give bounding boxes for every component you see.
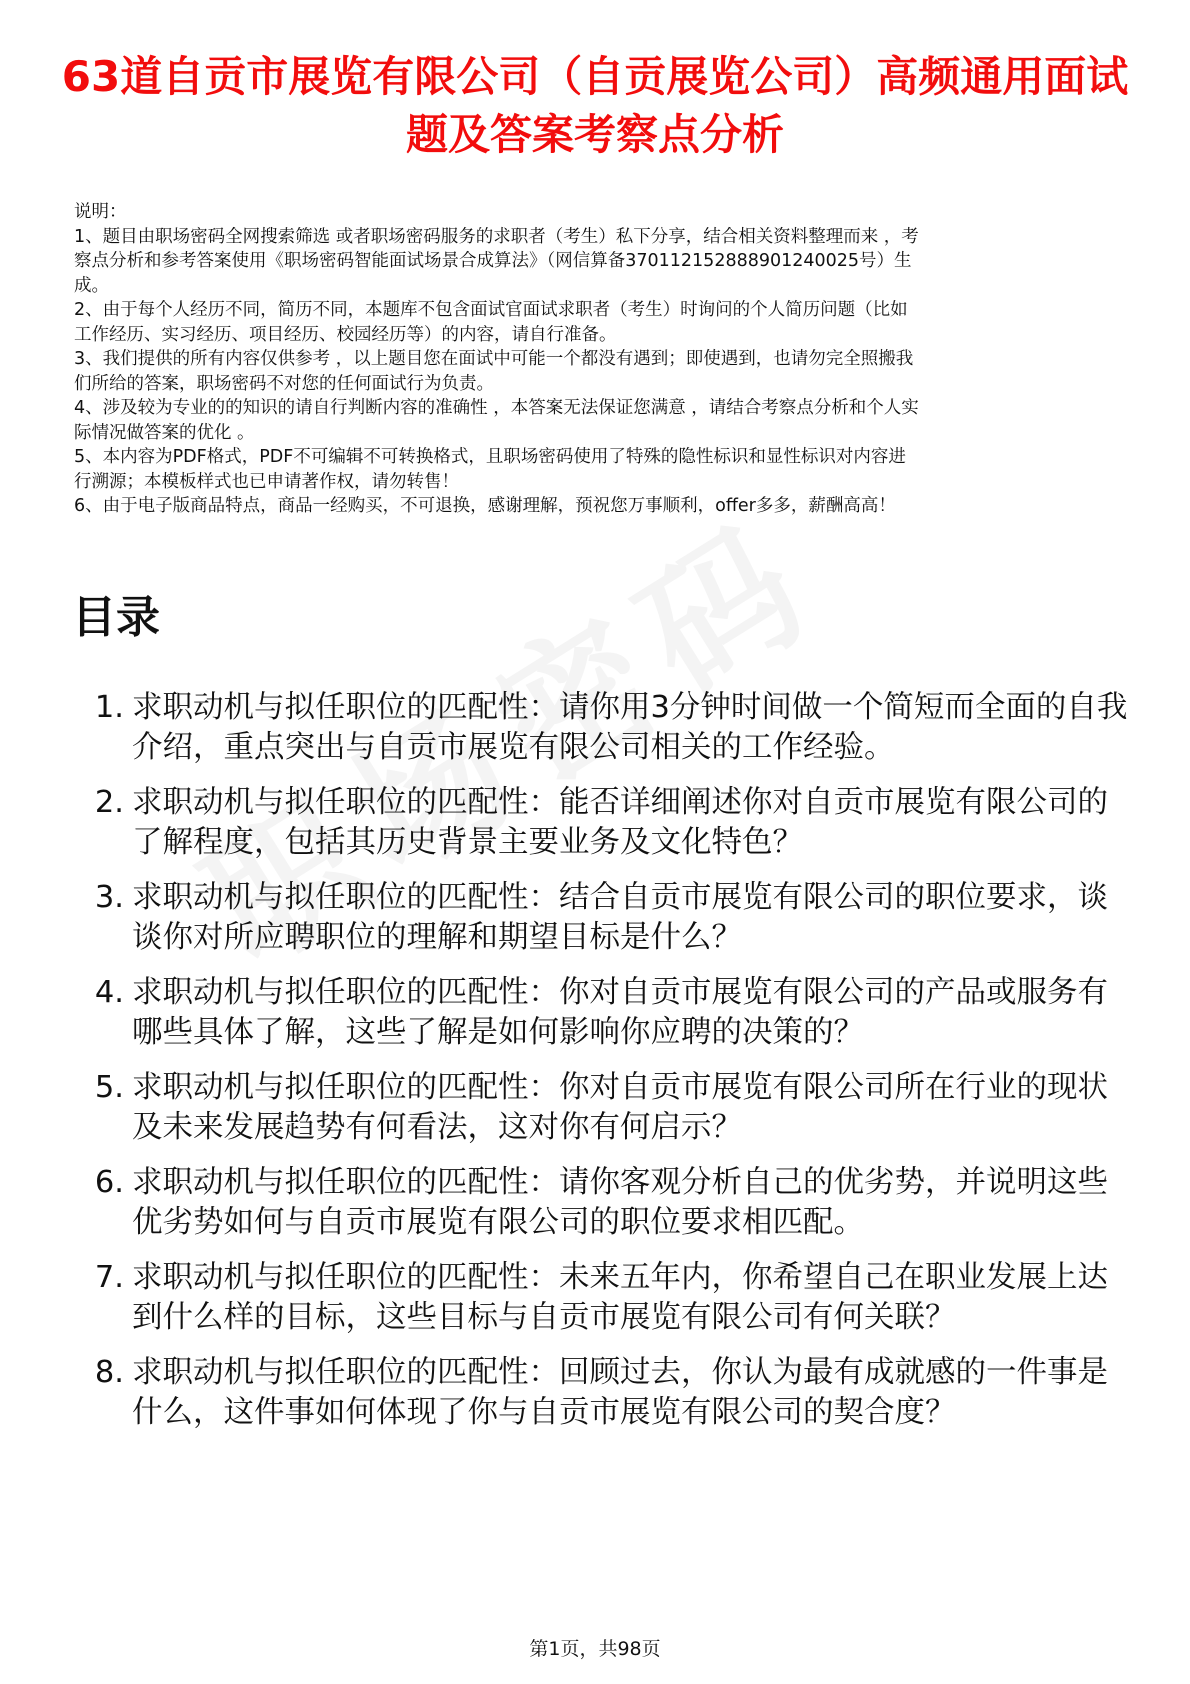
document-title: 63道自贡市展览有限公司（自贡展览公司）高频通用面试题及答案考察点分析 bbox=[61, 52, 1129, 159]
notes-heading: 说明： bbox=[74, 202, 127, 222]
toc-item-text: 求职动机与拟任职位的匹配性：请你用3分钟时间做一个简短而全面的自我介绍，重点突出与自贡市展览有限公司相关的工作经验。 bbox=[132, 690, 1128, 765]
toc-item-number: 4. bbox=[94, 975, 124, 1010]
toc-item-text: 求职动机与拟任职位的匹配性：能否详细阐述你对自贡市展览有限公司的了解程度，包括其历史背景主要业务及文化特色？ bbox=[132, 785, 1108, 860]
toc-item[interactable] bbox=[72, 1353, 1132, 1433]
toc-item-text: 求职动机与拟任职位的匹配性：回顾过去，你认为最有成就感的一件事是什么，这件事如何体现了你与自贡市展览有限公司的契合度？ bbox=[132, 1355, 1108, 1430]
toc-item[interactable] bbox=[72, 1163, 1132, 1243]
notes-line: 工作经历、实习经历、项目经历、校园经历等）的内容，请自行准备。 bbox=[74, 324, 617, 345]
page-footer: 第1页，共98页 bbox=[529, 1638, 661, 1660]
toc-item-text: 求职动机与拟任职位的匹配性：结合自贡市展览有限公司的职位要求，谈谈你对所应聘职位的理解和期望目标是什么？ bbox=[132, 880, 1108, 955]
notes-line: 5、本内容为PDF格式，PDF不可编辑不可转换格式，且职场密码使用了特殊的隐性标识和显性标识对内容进 bbox=[74, 447, 906, 467]
toc-item[interactable] bbox=[72, 688, 1132, 768]
toc-list bbox=[72, 688, 1132, 1448]
toc-item-number: 5. bbox=[94, 1070, 124, 1105]
toc-item-text: 求职动机与拟任职位的匹配性：未来五年内，你希望自己在职业发展上达到什么样的目标，这些目标与自贡市展览有限公司有何关联？ bbox=[132, 1260, 1108, 1335]
toc-item-number: 6. bbox=[94, 1165, 124, 1200]
toc-item-text: 求职动机与拟任职位的匹配性：你对自贡市展览有限公司的产品或服务有哪些具体了解，这些了解是如何影响你应聘的决策的？ bbox=[132, 975, 1108, 1050]
toc-item[interactable] bbox=[72, 783, 1132, 863]
notes-line: 2、由于每个人经历不同，简历不同，本题库不包含面试官面试求职者（考生）时询问的个人简历问题（比如 bbox=[74, 300, 908, 320]
notes-line: 际情况做答案的优化 。 bbox=[74, 422, 255, 443]
toc-item-text: 求职动机与拟任职位的匹配性：请你客观分析自己的优劣势，并说明这些优劣势如何与自贡市展览有限公司的职位要求相匹配。 bbox=[132, 1165, 1108, 1240]
notes-section bbox=[74, 200, 1118, 519]
notes-line: 4、涉及较为专业的的知识的请自行判断内容的准确性 ，本答案无法保证您满意 ，请结合考察点分析和个人实 bbox=[74, 398, 919, 418]
toc-item[interactable] bbox=[72, 1068, 1132, 1148]
toc-item-number: 1. bbox=[94, 690, 124, 725]
notes-line: 行溯源；本模板样式也已申请著作权，请勿转售！ bbox=[74, 471, 459, 492]
notes-line: 3、我们提供的所有内容仅供参考 ，以上题目您在面试中可能一个都没有遇到；即使遇到，也请勿完全照搬我 bbox=[74, 349, 914, 369]
toc-item-number: 3. bbox=[94, 880, 124, 915]
notes-line: 成。 bbox=[74, 275, 109, 296]
notes-line: 察点分析和参考答案使用《职场密码智能面试场景合成算法》（网信算备370112152888901240025号）生 bbox=[74, 251, 912, 271]
toc-item-number: 7. bbox=[94, 1260, 124, 1295]
toc-heading: 目录 bbox=[72, 592, 160, 643]
notes-line: 1、题目由职场密码全网搜索筛选 或者职场密码服务的求职者（考生）私下分享，结合相关资料整理而来 ，考 bbox=[74, 226, 919, 247]
notes-line: 们所给的答案，职场密码不对您的任何面试行为负责。 bbox=[74, 373, 494, 394]
toc-item[interactable] bbox=[72, 973, 1132, 1053]
toc-item-text: 求职动机与拟任职位的匹配性：你对自贡市展览有限公司所在行业的现状及未来发展趋势有何看法，这对你有何启示？ bbox=[132, 1070, 1108, 1145]
toc-item[interactable] bbox=[72, 878, 1132, 958]
toc-item-number: 8. bbox=[94, 1355, 124, 1390]
notes-line: 6、由于电子版商品特点，商品一经购买，不可退换，感谢理解，预祝您万事顺利，offer多多，薪酬高高！ bbox=[74, 496, 896, 516]
toc-item[interactable] bbox=[72, 1258, 1132, 1338]
toc-item-number: 2. bbox=[94, 785, 124, 820]
